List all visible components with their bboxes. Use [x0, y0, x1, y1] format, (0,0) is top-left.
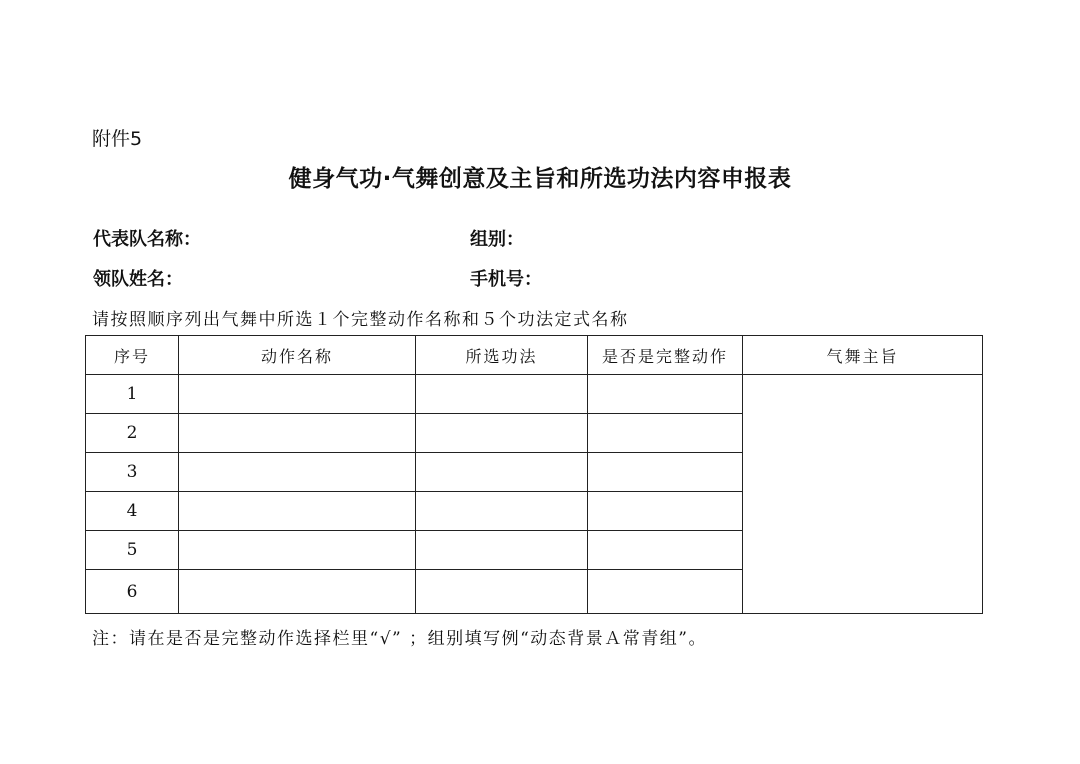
complete-cell[interactable] — [588, 570, 743, 614]
complete-cell[interactable] — [588, 531, 743, 570]
phone-label: 手机号： — [470, 269, 542, 290]
method-cell[interactable] — [416, 414, 588, 453]
move-name-cell[interactable] — [179, 414, 416, 453]
move-name-cell[interactable] — [179, 570, 416, 614]
row-number: 1 — [86, 375, 179, 414]
method-cell[interactable] — [416, 375, 588, 414]
move-name-cell[interactable] — [179, 453, 416, 492]
attachment-label: 附件5 — [92, 128, 143, 150]
group-label: 组别： — [470, 229, 524, 250]
table-row — [86, 375, 983, 414]
move-name-cell[interactable] — [179, 492, 416, 531]
move-name-cell[interactable] — [179, 531, 416, 570]
row-number: 4 — [86, 492, 179, 531]
form-title: 健身气功·气舞创意及主旨和所选功法内容申报表 — [288, 166, 792, 192]
method-cell[interactable] — [416, 570, 588, 614]
theme-cell[interactable] — [743, 375, 983, 614]
method-cell[interactable] — [416, 492, 588, 531]
header-selected-method: 所选功法 — [416, 336, 588, 375]
header-is-complete: 是否是完整动作 — [588, 336, 743, 375]
row-number: 2 — [86, 414, 179, 453]
application-table — [85, 335, 983, 614]
team-name-label: 代表队名称： — [93, 229, 201, 250]
instruction-text: 请按照顺序列出气舞中所选１个完整动作名称和５个功法定式名称 — [92, 310, 629, 330]
row-number: 6 — [86, 570, 179, 614]
complete-cell[interactable] — [588, 414, 743, 453]
header-serial: 序号 — [86, 336, 179, 375]
header-move-name: 动作名称 — [179, 336, 416, 375]
complete-cell[interactable] — [588, 492, 743, 531]
row-number: 5 — [86, 531, 179, 570]
footnote: 注：请在是否是完整动作选择栏里“√” ；组别填写例“动态背景Ａ常青组”。 — [92, 629, 707, 649]
header-theme: 气舞主旨 — [743, 336, 983, 375]
complete-cell[interactable] — [588, 375, 743, 414]
row-number: 3 — [86, 453, 179, 492]
table-header-row — [86, 336, 983, 375]
leader-name-label: 领队姓名： — [93, 269, 183, 290]
method-cell[interactable] — [416, 453, 588, 492]
complete-cell[interactable] — [588, 453, 743, 492]
method-cell[interactable] — [416, 531, 588, 570]
move-name-cell[interactable] — [179, 375, 416, 414]
